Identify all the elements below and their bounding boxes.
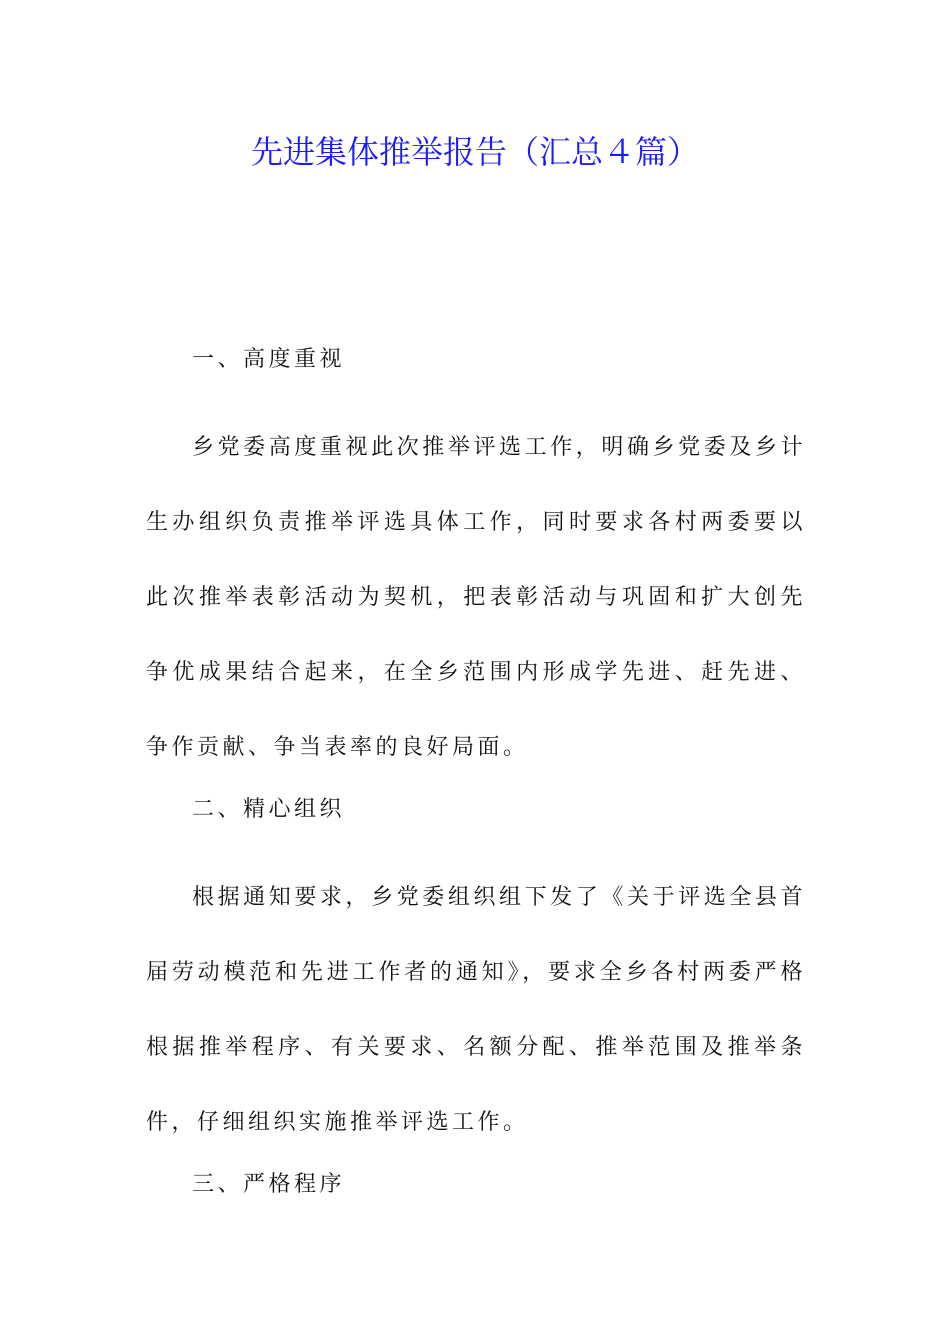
document-body [146,335,806,1235]
section-heading-3: 三、严格程序 [192,1172,346,1197]
document-title: 先进集体推举报告（汇总４篇） [250,133,699,171]
section-heading-2: 二、精心组织 [192,797,346,822]
section-paragraph-1: 乡党委高度重视此次推举评选工作，明确乡党委及乡计生办组织负责推举评选具体工作，同时要求各村两委要以此次推举表彰活动为契机，把表彰活动与巩固和扩大创先争优成果结合起来，在全乡范围内形成学先进、赶先进、争作贡献、争当表率的良好局面。 [146,435,806,760]
section-paragraph-2: 根据通知要求，乡党委组织组下发了《关于评选全县首届劳动模范和先进工作者的通知》，要求全乡各村两委严格根据推举程序、有关要求、名额分配、推举范围及推举条件，仔细组织实施推举评选工作。 [146,885,806,1135]
section-heading-1: 一、高度重视 [192,347,346,372]
